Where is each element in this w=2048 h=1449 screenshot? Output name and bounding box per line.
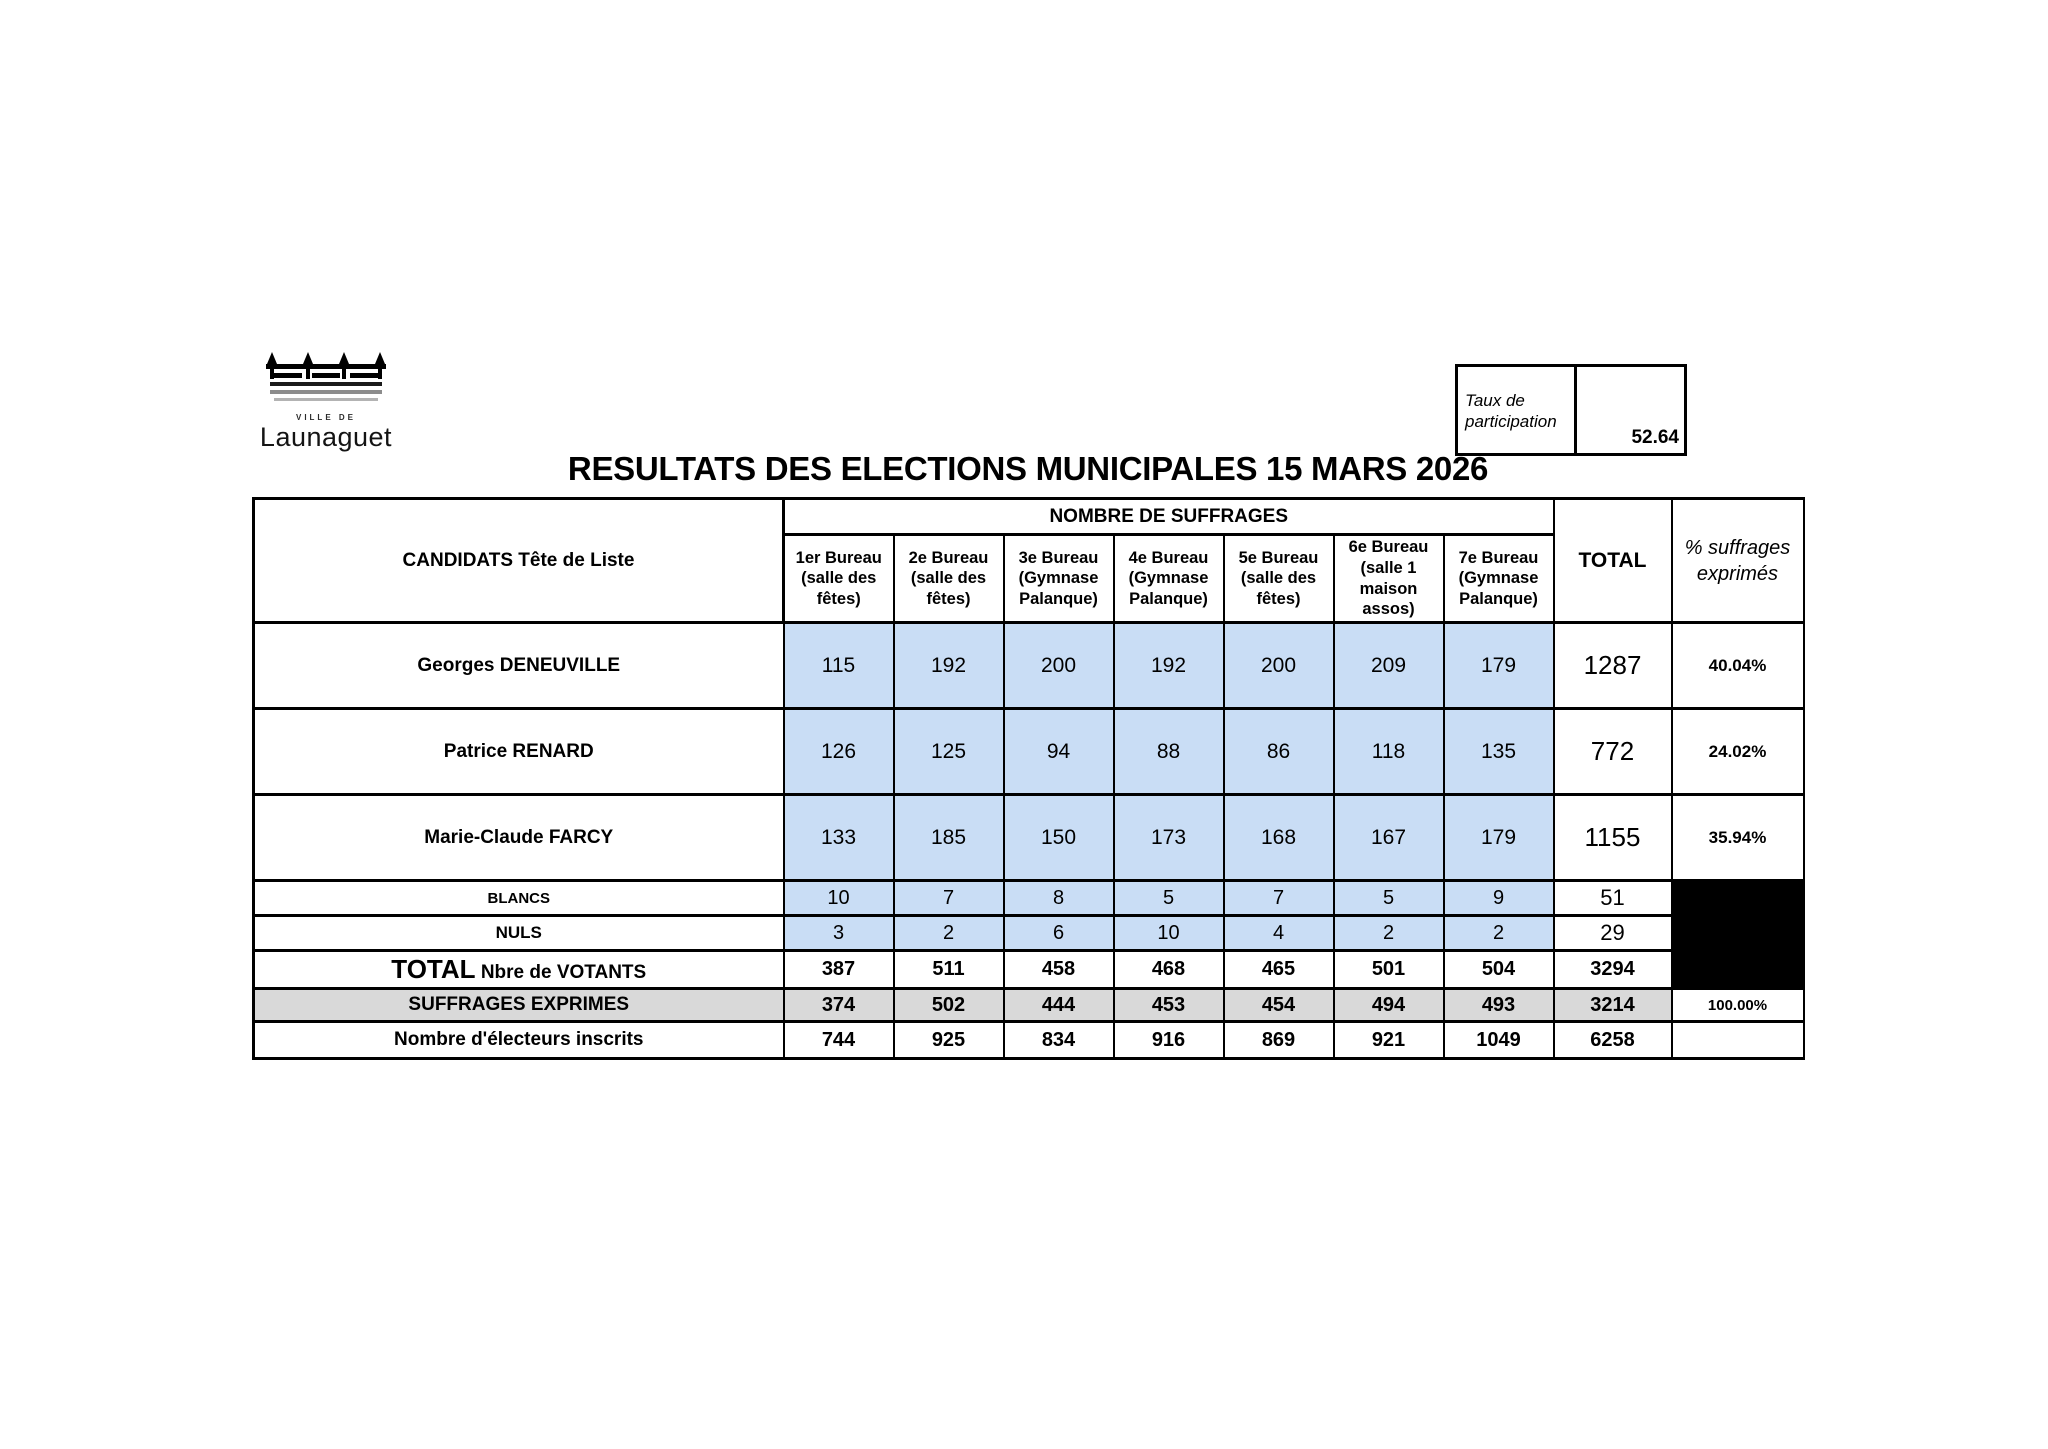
vote-cell: 9 bbox=[1444, 881, 1554, 916]
logo-ville-de: VILLE DE bbox=[295, 413, 356, 422]
row-total: 3214 bbox=[1554, 989, 1672, 1022]
bureau-header-cell bbox=[1334, 535, 1444, 623]
bureau-header-cell bbox=[894, 535, 1004, 623]
vote-cell: 7 bbox=[894, 881, 1004, 916]
bureau-name: 1er Bureau bbox=[795, 548, 882, 567]
participation-label: Taux de participation bbox=[1458, 367, 1577, 453]
vote-cell: 5 bbox=[1334, 881, 1444, 916]
vote-cell: 465 bbox=[1224, 951, 1334, 989]
vote-cell: 6 bbox=[1004, 916, 1114, 951]
bureau-name: 2e Bureau bbox=[908, 548, 989, 567]
vote-cell: 115 bbox=[784, 623, 894, 709]
vote-cell: 458 bbox=[1004, 951, 1114, 989]
candidate-pct: 40.04% bbox=[1672, 623, 1804, 709]
vote-cell: 168 bbox=[1224, 795, 1334, 881]
vote-cell: 504 bbox=[1444, 951, 1554, 989]
candidate-pct: 24.02% bbox=[1672, 709, 1804, 795]
blacked-out-cell bbox=[1672, 881, 1804, 989]
vote-cell: 511 bbox=[894, 951, 1004, 989]
candidate-row bbox=[254, 795, 1804, 881]
vote-cell: 916 bbox=[1114, 1022, 1224, 1059]
vote-cell: 502 bbox=[894, 989, 1004, 1022]
vote-cell: 4 bbox=[1224, 916, 1334, 951]
bureau-header-cell bbox=[1444, 535, 1554, 623]
bureau-location: (Gymnase Palanque) bbox=[1458, 569, 1539, 608]
bureau-location: (salle des fêtes) bbox=[910, 569, 987, 608]
nuls-row bbox=[254, 916, 1804, 951]
bureau-name: 6e Bureau bbox=[1348, 538, 1429, 557]
vote-cell: 125 bbox=[894, 709, 1004, 795]
vote-cell: 494 bbox=[1334, 989, 1444, 1022]
vote-cell: 744 bbox=[784, 1022, 894, 1059]
candidate-total: 1287 bbox=[1554, 623, 1672, 709]
vote-cell: 179 bbox=[1444, 795, 1554, 881]
bureau-header-cell bbox=[1114, 535, 1224, 623]
vote-cell: 133 bbox=[784, 795, 894, 881]
vote-cell: 8 bbox=[1004, 881, 1114, 916]
bureau-header-cell bbox=[1224, 535, 1334, 623]
vote-cell: 118 bbox=[1334, 709, 1444, 795]
row-total: 3294 bbox=[1554, 951, 1672, 989]
vote-cell: 167 bbox=[1334, 795, 1444, 881]
vote-cell: 834 bbox=[1004, 1022, 1114, 1059]
results-table bbox=[252, 497, 1805, 1060]
header-row-top bbox=[254, 499, 1804, 535]
vote-cell: 94 bbox=[1004, 709, 1114, 795]
vote-cell: 501 bbox=[1334, 951, 1444, 989]
bureau-name: 4e Bureau bbox=[1128, 548, 1209, 567]
vote-cell: 3 bbox=[784, 916, 894, 951]
bureau-header-cell bbox=[784, 535, 894, 623]
total-header-cell: TOTAL bbox=[1554, 499, 1672, 623]
row-total: 51 bbox=[1554, 881, 1672, 916]
vote-cell: 454 bbox=[1224, 989, 1334, 1022]
vote-cell: 88 bbox=[1114, 709, 1224, 795]
page-title: RESULTATS DES ELECTIONS MUNICIPALES 15 MARS 2026 bbox=[567, 450, 1489, 487]
row-total: 29 bbox=[1554, 916, 1672, 951]
candidate-name: Marie-Claude FARCY bbox=[254, 795, 784, 881]
candidate-row bbox=[254, 623, 1804, 709]
bureau-location: (Gymnase Palanque) bbox=[1018, 569, 1099, 608]
candidate-row bbox=[254, 709, 1804, 795]
empty-pct-cell bbox=[1672, 1022, 1804, 1059]
bureau-location: (Gymnase Palanque) bbox=[1128, 569, 1209, 608]
vote-cell: 135 bbox=[1444, 709, 1554, 795]
bureau-location: (salle des fêtes) bbox=[1240, 569, 1317, 608]
vote-cell: 5 bbox=[1114, 881, 1224, 916]
suffrages-header-cell: NOMBRE DE SUFFRAGES bbox=[784, 499, 1554, 535]
launaguet-logo bbox=[258, 352, 394, 453]
vote-cell: 921 bbox=[1334, 1022, 1444, 1059]
vote-cell: 10 bbox=[784, 881, 894, 916]
vote-cell: 2 bbox=[1444, 916, 1554, 951]
bureau-location: (salle 1 maison assos) bbox=[1359, 558, 1418, 619]
vote-cell: 126 bbox=[784, 709, 894, 795]
vote-cell: 387 bbox=[784, 951, 894, 989]
bureau-name: 3e Bureau bbox=[1018, 548, 1099, 567]
candidates-header-cell: CANDIDATS Tête de Liste bbox=[254, 499, 784, 623]
vote-cell: 185 bbox=[894, 795, 1004, 881]
total-label-main: TOTAL bbox=[391, 954, 476, 984]
vote-cell: 374 bbox=[784, 989, 894, 1022]
vote-cell: 453 bbox=[1114, 989, 1224, 1022]
vote-cell: 173 bbox=[1114, 795, 1224, 881]
total-votants-row bbox=[254, 951, 1804, 989]
vote-cell: 1049 bbox=[1444, 1022, 1554, 1059]
logo-name: Launaguet bbox=[259, 422, 393, 452]
vote-cell: 150 bbox=[1004, 795, 1114, 881]
vote-cell: 200 bbox=[1224, 623, 1334, 709]
battlements-icon bbox=[266, 352, 386, 404]
vote-cell: 468 bbox=[1114, 951, 1224, 989]
row-label: BLANCS bbox=[254, 881, 784, 916]
row-label: SUFFRAGES EXPRIMES bbox=[254, 989, 784, 1022]
bureau-location: (salle des fêtes) bbox=[801, 569, 877, 608]
participation-box bbox=[1455, 364, 1687, 456]
inscrits-row bbox=[254, 1022, 1804, 1059]
vote-cell: 209 bbox=[1334, 623, 1444, 709]
vote-cell: 10 bbox=[1114, 916, 1224, 951]
vote-cell: 200 bbox=[1004, 623, 1114, 709]
vote-cell: 192 bbox=[1114, 623, 1224, 709]
vote-cell: 869 bbox=[1224, 1022, 1334, 1059]
total-label-sub: Nbre de VOTANTS bbox=[480, 962, 647, 983]
vote-cell: 493 bbox=[1444, 989, 1554, 1022]
pct-100-cell: 100.00% bbox=[1672, 989, 1804, 1022]
vote-cell: 2 bbox=[1334, 916, 1444, 951]
candidate-name: Georges DENEUVILLE bbox=[254, 623, 784, 709]
vote-cell: 2 bbox=[894, 916, 1004, 951]
suffrages-exprimes-row bbox=[254, 989, 1804, 1022]
bureau-name: 7e Bureau bbox=[1458, 548, 1539, 567]
row-label: NULS bbox=[254, 916, 784, 951]
vote-cell: 7 bbox=[1224, 881, 1334, 916]
vote-cell: 179 bbox=[1444, 623, 1554, 709]
bureau-name: 5e Bureau bbox=[1238, 548, 1319, 567]
candidate-pct: 35.94% bbox=[1672, 795, 1804, 881]
vote-cell: 192 bbox=[894, 623, 1004, 709]
candidate-total: 772 bbox=[1554, 709, 1672, 795]
candidate-name: Patrice RENARD bbox=[254, 709, 784, 795]
participation-value: 52.64 bbox=[1631, 427, 1679, 448]
candidate-total: 1155 bbox=[1554, 795, 1672, 881]
blancs-row bbox=[254, 881, 1804, 916]
vote-cell: 925 bbox=[894, 1022, 1004, 1059]
bureau-header-cell bbox=[1004, 535, 1114, 623]
row-label: Nombre d'électeurs inscrits bbox=[254, 1022, 784, 1059]
row-label bbox=[254, 951, 784, 989]
vote-cell: 444 bbox=[1004, 989, 1114, 1022]
row-total: 6258 bbox=[1554, 1022, 1672, 1059]
pct-header-cell: % suffrages exprimés bbox=[1672, 499, 1804, 623]
vote-cell: 86 bbox=[1224, 709, 1334, 795]
